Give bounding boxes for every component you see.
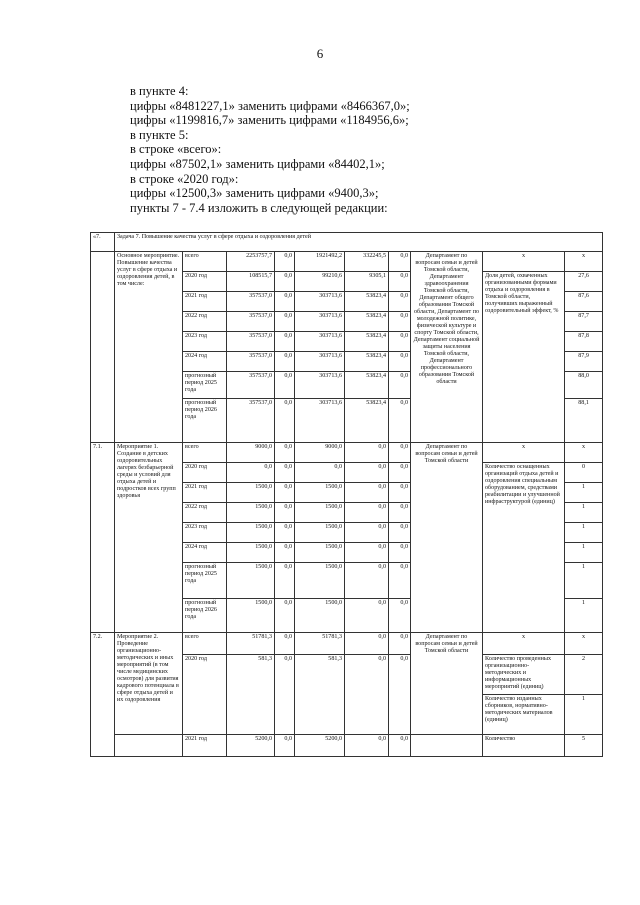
ext-cell: 0,0	[389, 655, 411, 735]
total-cell: 357537,0	[227, 399, 275, 443]
indicator-value-cell: 1	[565, 695, 603, 735]
row-number-cell	[91, 252, 115, 443]
loc-cell: 53823,4	[345, 352, 389, 372]
loc-cell: 0,0	[345, 483, 389, 503]
total-cell: 581,3	[227, 655, 275, 735]
indicator-cell: Количество проведенных организационно-методических и информационных мероприятий (единиц)	[483, 655, 565, 695]
intro-line: в пункте 4:	[130, 84, 189, 98]
loc-cell: 0,0	[345, 655, 389, 735]
indicator-cell: Количество изданных сборников, нормативно-методических материалов (единиц)	[483, 695, 565, 735]
ext-cell: 0,0	[389, 252, 411, 272]
total-cell: 357537,0	[227, 352, 275, 372]
indicator-value-cell: 1	[565, 543, 603, 563]
period-cell: прогнозный период 2026 года	[183, 399, 227, 443]
intro-line: в строке «всего»:	[130, 142, 222, 157]
reg-cell: 303713,6	[295, 399, 345, 443]
table-row	[91, 443, 603, 463]
fed-cell: 0,0	[275, 463, 295, 483]
table-row	[91, 735, 603, 757]
reg-cell: 1921492,2	[295, 252, 345, 272]
reg-cell: 303713,6	[295, 292, 345, 312]
indicator-value-cell: x	[565, 633, 603, 655]
ext-cell: 0,0	[389, 399, 411, 443]
ext-cell: 0,0	[389, 543, 411, 563]
loc-cell: 0,0	[345, 633, 389, 655]
total-cell: 51781,3	[227, 633, 275, 655]
row-number-cell: 7.1.	[91, 443, 115, 633]
period-cell: 2022 год	[183, 312, 227, 332]
loc-cell: 332245,5	[345, 252, 389, 272]
total-cell: 1500,0	[227, 543, 275, 563]
total-cell: 357537,0	[227, 292, 275, 312]
period-cell: 2020 год	[183, 463, 227, 483]
intro-line: цифры «87502,1» заменить цифрами «84402,1»;	[130, 156, 385, 171]
reg-cell: 303713,6	[295, 332, 345, 352]
total-cell: 1500,0	[227, 503, 275, 523]
ext-cell: 0,0	[389, 563, 411, 599]
reg-cell: 1500,0	[295, 563, 345, 599]
indicator-value-cell: 88,1	[565, 399, 603, 443]
period-cell: 2023 год	[183, 523, 227, 543]
total-cell: 1500,0	[227, 483, 275, 503]
indicator-value-cell: 0	[565, 463, 603, 483]
indicator-cell: x	[483, 443, 565, 463]
task-title: Задача 7. Повышение качества услуг в сфере отдыха и оздоровления детей	[115, 233, 603, 252]
indicator-value-cell: 88,0	[565, 372, 603, 399]
empty-cell	[115, 735, 183, 757]
loc-cell: 53823,4	[345, 332, 389, 352]
total-cell: 5200,0	[227, 735, 275, 757]
indicator-value-cell: 1	[565, 563, 603, 599]
executor-cell: Департамент по вопросам семьи и детей Томской области	[411, 443, 483, 633]
fed-cell: 0,0	[275, 332, 295, 352]
indicator-value-cell: 1	[565, 483, 603, 503]
reg-cell: 1500,0	[295, 599, 345, 633]
indicator-cell: Доля детей, охваченных организованными формами отдыха и оздоровления в Томской области, получивших выраженный оздоровительный эффект, %	[483, 272, 565, 443]
loc-cell: 0,0	[345, 599, 389, 633]
period-cell: 2021 год	[183, 483, 227, 503]
reg-cell: 1500,0	[295, 523, 345, 543]
indicator-cell: Количество	[483, 735, 565, 757]
loc-cell: 53823,4	[345, 372, 389, 399]
ext-cell: 0,0	[389, 352, 411, 372]
intro-text	[130, 84, 410, 215]
reg-cell: 303713,6	[295, 372, 345, 399]
fed-cell: 0,0	[275, 252, 295, 272]
task-number: «7.	[91, 233, 115, 252]
fed-cell: 0,0	[275, 272, 295, 292]
total-cell: 2253757,7	[227, 252, 275, 272]
reg-cell: 581,3	[295, 655, 345, 735]
ext-cell: 0,0	[389, 599, 411, 633]
indicator-value-cell: 87,7	[565, 312, 603, 332]
indicator-value-cell: 1	[565, 523, 603, 543]
indicator-value-cell: 1	[565, 599, 603, 633]
total-cell: 357537,0	[227, 332, 275, 352]
indicator-cell: x	[483, 252, 565, 272]
page-number: 6	[316, 46, 324, 61]
loc-cell: 0,0	[345, 503, 389, 523]
reg-cell: 303713,6	[295, 352, 345, 372]
reg-cell: 0,0	[295, 463, 345, 483]
reg-cell: 51781,3	[295, 633, 345, 655]
ext-cell: 0,0	[389, 463, 411, 483]
loc-cell: 0,0	[345, 543, 389, 563]
indicator-value-cell: 1	[565, 503, 603, 523]
measure-name-cell: Мероприятие 2. Проведение организационно-методических и иных мероприятий (в том числе медицинских осмотров) для развития кадрового потенциала в сфере отдыха детей и их оздоровления	[115, 633, 183, 735]
table-row	[91, 252, 603, 272]
period-cell: прогнозный период 2025 года	[183, 563, 227, 599]
fed-cell: 0,0	[275, 292, 295, 312]
fed-cell: 0,0	[275, 312, 295, 332]
period-cell: 2021 год	[183, 735, 227, 757]
indicator-value-cell: x	[565, 252, 603, 272]
period-cell: 2020 год	[183, 272, 227, 292]
loc-cell: 0,0	[345, 443, 389, 463]
period-cell: всего	[183, 443, 227, 463]
indicator-value-cell: 87,8	[565, 332, 603, 352]
indicator-value-cell: 87,9	[565, 352, 603, 372]
period-cell: 2022 год	[183, 503, 227, 523]
row-number-cell: 7.2.	[91, 633, 115, 757]
ext-cell: 0,0	[389, 272, 411, 292]
indicator-value-cell: x	[565, 443, 603, 463]
fed-cell: 0,0	[275, 503, 295, 523]
indicator-value-cell: 5	[565, 735, 603, 757]
indicator-value-cell: 27,6	[565, 272, 603, 292]
period-cell: всего	[183, 633, 227, 655]
period-cell: прогнозный период 2026 года	[183, 599, 227, 633]
reg-cell: 1500,0	[295, 503, 345, 523]
fed-cell: 0,0	[275, 372, 295, 399]
total-cell: 357537,0	[227, 312, 275, 332]
ext-cell: 0,0	[389, 523, 411, 543]
table-row	[91, 633, 603, 655]
period-cell: 2024 год	[183, 352, 227, 372]
loc-cell: 0,0	[345, 463, 389, 483]
program-table	[90, 232, 603, 757]
total-cell: 1500,0	[227, 523, 275, 543]
fed-cell: 0,0	[275, 543, 295, 563]
loc-cell: 53823,4	[345, 312, 389, 332]
intro-line: цифры «12500,3» заменить цифрами «9400,3»;	[130, 186, 379, 201]
period-cell: 2024 год	[183, 543, 227, 563]
fed-cell: 0,0	[275, 633, 295, 655]
fed-cell: 0,0	[275, 399, 295, 443]
intro-line: цифры «8481227,1» заменить цифрами «8466367,0»;	[130, 98, 410, 113]
fed-cell: 0,0	[275, 563, 295, 599]
reg-cell: 9000,0	[295, 443, 345, 463]
indicator-cell: Количество оснащенных организаций отдыха детей и оздоровления специальным оборудованием, средствами реабилитации и улучшенной инфраструктурой (единиц)	[483, 463, 565, 633]
period-cell: 2020 год	[183, 655, 227, 735]
loc-cell: 53823,4	[345, 399, 389, 443]
intro-line: в пункте 5:	[130, 127, 189, 142]
fed-cell: 0,0	[275, 352, 295, 372]
measure-name-cell: Мероприятие 1. Создание в детских оздоровительных лагерях безбарьерной среды и условий для отдыха детей и подростков всех групп здоровья	[115, 443, 183, 633]
loc-cell: 0,0	[345, 523, 389, 543]
ext-cell: 0,0	[389, 503, 411, 523]
ext-cell: 0,0	[389, 372, 411, 399]
total-cell: 9000,0	[227, 443, 275, 463]
fed-cell: 0,0	[275, 483, 295, 503]
task-row	[91, 233, 603, 252]
fed-cell: 0,0	[275, 599, 295, 633]
total-cell: 0,0	[227, 463, 275, 483]
total-cell: 108515,7	[227, 272, 275, 292]
period-cell: 2021 год	[183, 292, 227, 312]
indicator-value-cell: 2	[565, 655, 603, 695]
period-cell: всего	[183, 252, 227, 272]
ext-cell: 0,0	[389, 312, 411, 332]
executor-cell: Департамент по вопросам семьи и детей Томской области	[411, 633, 483, 735]
ext-cell: 0,0	[389, 332, 411, 352]
reg-cell: 1500,0	[295, 543, 345, 563]
reg-cell: 303713,6	[295, 312, 345, 332]
indicator-cell: x	[483, 633, 565, 655]
reg-cell: 5200,0	[295, 735, 345, 757]
loc-cell: 0,0	[345, 563, 389, 599]
intro-line: в строке «2020 год»:	[130, 171, 239, 186]
fed-cell: 0,0	[275, 735, 295, 757]
loc-cell: 0,0	[345, 735, 389, 757]
period-cell: 2023 год	[183, 332, 227, 352]
period-cell: прогнозный период 2025 года	[183, 372, 227, 399]
intro-line: цифры «1199816,7» заменить цифрами «1184956,6»;	[130, 113, 409, 128]
total-cell: 357537,0	[227, 372, 275, 399]
reg-cell: 1500,0	[295, 483, 345, 503]
fed-cell: 0,0	[275, 523, 295, 543]
fed-cell: 0,0	[275, 443, 295, 463]
fed-cell: 0,0	[275, 655, 295, 735]
ext-cell: 0,0	[389, 735, 411, 757]
total-cell: 1500,0	[227, 563, 275, 599]
ext-cell: 0,0	[389, 443, 411, 463]
ext-cell: 0,0	[389, 483, 411, 503]
total-cell: 1500,0	[227, 599, 275, 633]
empty-cell	[411, 735, 483, 757]
intro-line: пункты 7 - 7.4 изложить в следующей редакции:	[130, 200, 388, 215]
ext-cell: 0,0	[389, 292, 411, 312]
reg-cell: 99210,6	[295, 272, 345, 292]
measure-name-cell: Основное мероприятие. Повышение качества услуг в сфере отдыха и оздоровления детей, в том числе:	[115, 252, 183, 443]
ext-cell: 0,0	[389, 633, 411, 655]
indicator-value-cell: 87,6	[565, 292, 603, 312]
loc-cell: 53823,4	[345, 292, 389, 312]
executor-cell: Департамент по вопросам семьи и детей Томской области, Департамент здравоохранения Томской области, Департамент общего образования Томской области, Департамент по молодежной политике, физической культуре и спорту Томской области, Департамент социальной защиты населения Томской области, Департамент профессионального образования Томской области	[411, 252, 483, 443]
loc-cell: 9305,1	[345, 272, 389, 292]
